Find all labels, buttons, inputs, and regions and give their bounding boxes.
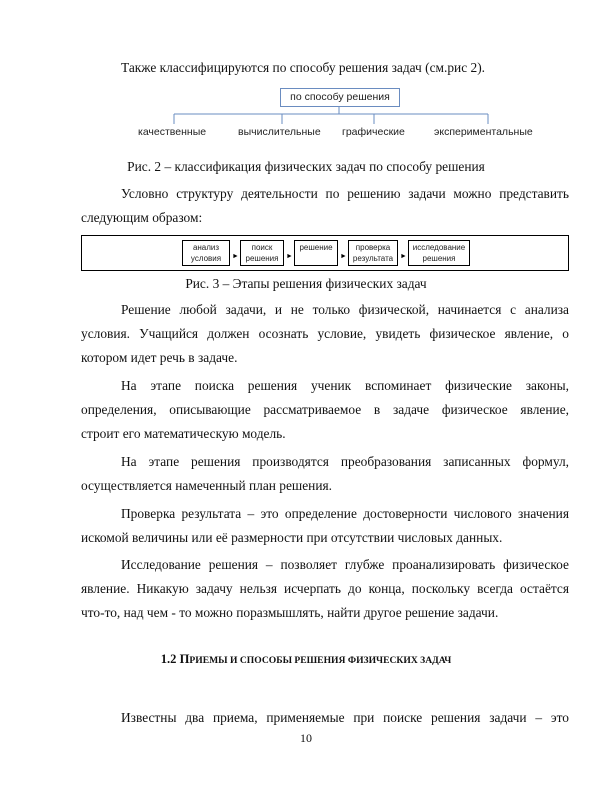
figure-2-caption: Рис. 2 – классификация физических задач по способу решения xyxy=(127,159,485,174)
arrow-icon: ► xyxy=(232,252,239,260)
para1-line-1: Решение любой задачи, и не только физической, начинается с анализа xyxy=(121,302,569,317)
para6-line-1: Известны два приема, применяемые при поиске решения задачи – это xyxy=(121,710,569,725)
para5-line-2: явление. Никакую задачу нельзя исчерпать до конца, поскольку всегда остаётся xyxy=(81,581,569,596)
diagram-leaf-computational: вычислительные xyxy=(238,126,321,138)
stage-solution-line-1: решение xyxy=(299,243,333,252)
para2-line-1: На этапе поиска решения ученик вспоминает физические законы, xyxy=(121,378,569,393)
diagram-leaf-experimental: экспериментальные xyxy=(434,126,533,138)
arrow-icon: ► xyxy=(400,252,407,260)
para4-line-1: Проверка результата – это определение достоверности числового значения xyxy=(121,506,569,521)
para2-line-2: определения, описывающие рассматриваемое в задаче физическое явление, xyxy=(81,402,569,417)
stage-search-line-2: решения xyxy=(245,254,279,263)
para5-line-3: что-то, над чем - то можно поразмышлять, найти другое решение задачи. xyxy=(81,605,499,620)
figure-3-caption: Рис. 3 – Этапы решения физических задач xyxy=(185,276,427,291)
stage-research-line-2: решения xyxy=(422,254,456,263)
stage-check-line-2: результата xyxy=(352,254,394,263)
stage-analysis-line-1: анализ xyxy=(192,243,220,252)
para4-line-2: искомой величины или её размерности при отсутствии числовых данных. xyxy=(81,530,503,545)
section-heading-text: РИЕМЫ И СПОСОБЫ РЕШЕНИЯ ФИЗИЧЕСКИХ ЗАДАЧ xyxy=(189,655,452,666)
section-heading-number: 1.2 П xyxy=(160,652,190,666)
page-number: 10 xyxy=(300,731,312,745)
stage-solution-box xyxy=(294,240,338,266)
para3-line-1: На этапе решения производятся преобразования записанных формул, xyxy=(121,454,569,469)
para3-line-2: осуществляется намеченный план решения. xyxy=(81,478,333,493)
stage-search-line-1: поиск xyxy=(251,243,273,252)
stage-analysis-line-2: условия xyxy=(190,254,222,263)
para5-line-1: Исследование решения – позволяет глубже проанализировать физическое xyxy=(121,557,569,572)
stage-check-line-1: проверка xyxy=(355,243,391,252)
stage-research-box xyxy=(408,240,470,266)
intro-line: Также классифицируются по способу решения задач (см.рис 2). xyxy=(121,60,486,75)
stage-research-line-1: исследование xyxy=(412,243,466,252)
para1-line-2: условия. Учащийся должен осознать условие, увидеть физическое явление, о xyxy=(81,326,569,341)
para-structure-line-2: следующим образом: xyxy=(81,210,203,225)
para1-line-3: котором идет речь в задаче. xyxy=(81,350,238,365)
arrow-icon: ► xyxy=(286,252,293,260)
classification-diagram xyxy=(136,84,558,146)
section-heading xyxy=(0,652,612,667)
stage-check-box xyxy=(348,240,398,266)
arrow-icon: ► xyxy=(340,252,347,260)
stage-analysis-box xyxy=(182,240,230,266)
stage-search-box xyxy=(240,240,284,266)
diagram-leaf-qualitative: качественные xyxy=(138,126,207,138)
stages-diagram xyxy=(81,235,569,271)
para2-line-3: строит его математическую модель. xyxy=(81,426,286,441)
diagram-root-box: по способу решения xyxy=(280,88,400,107)
diagram-leaf-graphical: графические xyxy=(342,126,405,138)
para-structure-line-1: Условно структуру деятельности по решению задачи можно представить xyxy=(121,186,569,201)
